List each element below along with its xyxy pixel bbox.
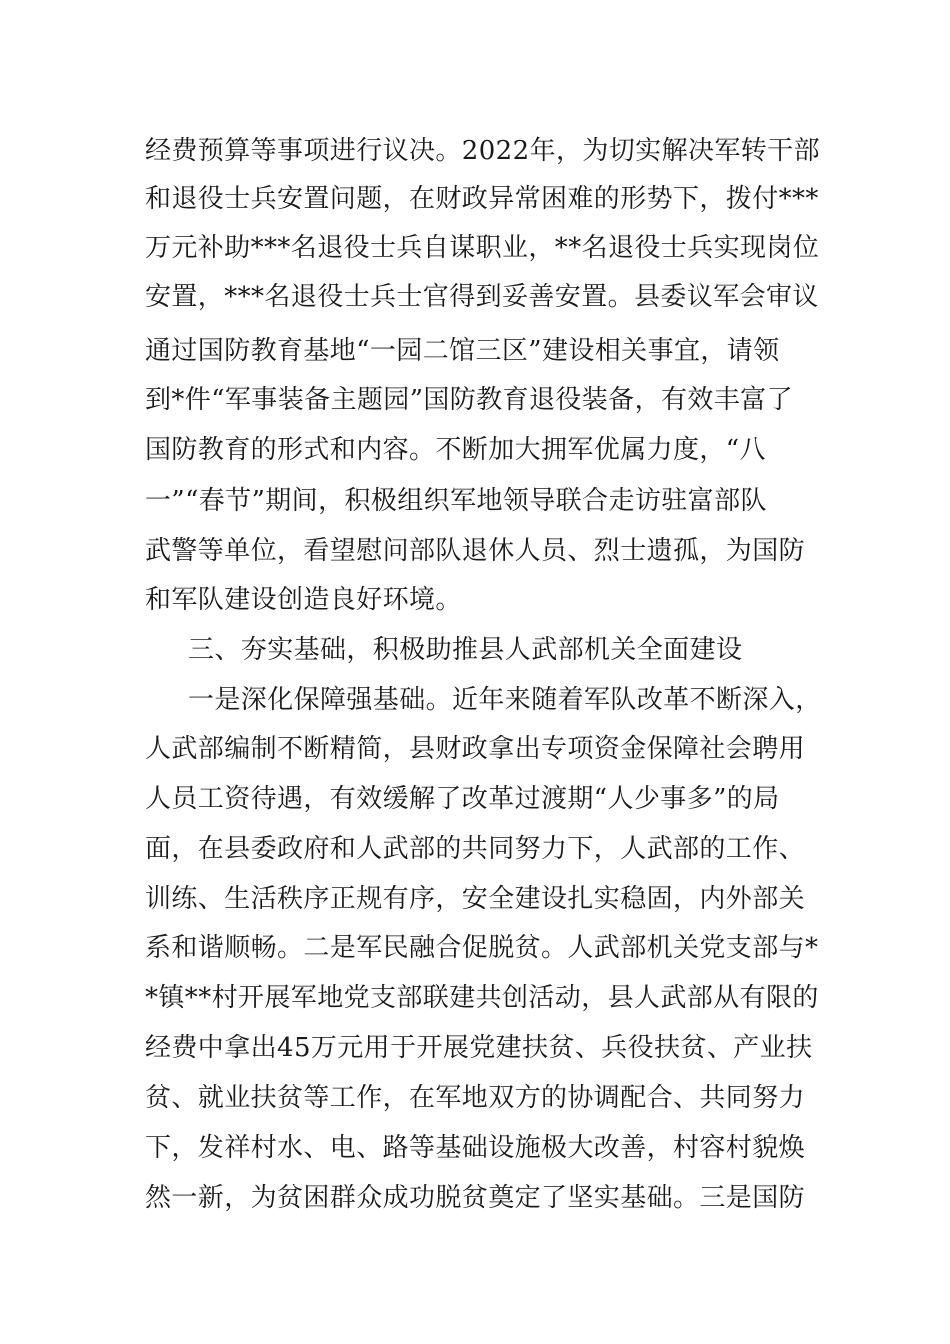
text-line: 下，发祥村水、电、路等基础设施极大改善，村容村貌焕	[145, 1133, 806, 1163]
text-line: 系和谐顺畅。二是军民融合促脱贫。人武部机关党支部与*	[145, 933, 819, 963]
text-line: 然一新，为贫困群众成功脱贫奠定了坚实基础。三是国防	[145, 1183, 806, 1213]
text-line: 通过国防教育基地“一园二馆三区”建设相关事宜，请领	[145, 336, 780, 366]
text-line: 面，在县委政府和人武部的共同努力下，人武部的工作、	[145, 834, 806, 864]
text-line: 人武部编制不断精简，县财政拿出专项资金保障社会聘用	[145, 734, 806, 764]
text-line: 和退役士兵安置问题，在财政异常困难的形势下，拨付***	[145, 184, 819, 214]
text-line: *镇**村开展军地党支部联建共创活动，县人武部从有限的	[145, 983, 819, 1013]
text-line: 武警等单位，看望慰问部队退休人员、烈士遗孤，为国防	[145, 536, 806, 566]
section-heading: 三、夯实基础，积极助推县人武部机关全面建设	[188, 635, 743, 665]
text-line: 和军队建设创造良好环境。	[145, 585, 462, 615]
text-line: 人员工资待遇，有效缓解了改革过渡期“人少事多”的局	[145, 784, 780, 814]
text-line: 万元补助***名退役士兵自谋职业，**名退役士兵实现岗位	[145, 233, 820, 263]
text-line: 到*件“军事装备主题园”国防教育退役装备，有效丰富了	[145, 385, 793, 415]
text-line: 安置，***名退役士兵士官得到妥善安置。县委议军会审议	[145, 282, 819, 312]
text-line: 训练、生活秩序正规有序，安全建设扎实稳固，内外部关	[145, 884, 806, 914]
text-line: 经费中拿出45万元用于开展党建扶贫、兵役扶贫、产业扶	[145, 1033, 813, 1063]
text-line: 一是深化保障强基础。近年来随着军队改革不断深入，	[188, 685, 822, 715]
text-line: 一”“春节”期间，积极组织军地领导联合走访驻富部队	[145, 486, 767, 516]
text-line: 贫、就业扶贫等工作，在军地双方的协调配合、共同努力	[145, 1083, 806, 1113]
text-line: 经费预算等事项进行议决。2022年，为切实解决军转干部	[145, 136, 820, 166]
text-line: 国防教育的形式和内容。不断加大拥军优属力度，“八	[145, 435, 766, 465]
